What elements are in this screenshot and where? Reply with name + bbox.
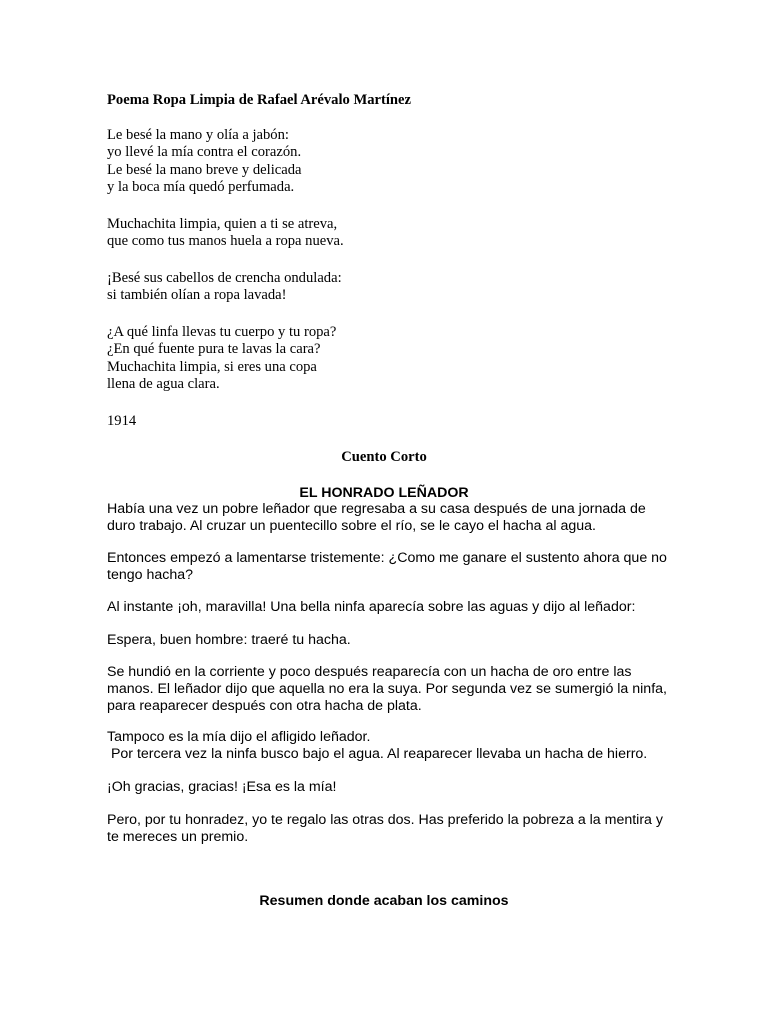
paragraph-line: Pero, por tu honradez, yo te regalo las otras dos. Has preferido la pobreza a la mentira y [107, 812, 663, 828]
paragraph-line: Por tercera vez la ninfa busco bajo el agua. Al reaparecer llevaba un hacha de hierro. [107, 746, 648, 763]
story-paragraph-4 [107, 632, 667, 649]
paragraph-line: Entonces empezó a lamentarse tristemente: ¿Como me ganare el sustento ahora que no [107, 550, 667, 566]
paragraph-line: Había una vez un pobre leñador que regresaba a su casa después de una jornada de [107, 501, 646, 517]
poem-line: ¡Besé sus cabellos de crencha ondulada: [107, 270, 342, 286]
next-section-heading: Resumen donde acaban los caminos [259, 893, 509, 909]
story-paragraph-2 [107, 550, 667, 584]
poem-stanza-3 [107, 270, 342, 305]
poem-line: Muchachita limpia, si eres una copa [107, 358, 317, 375]
section-heading: Cuento Corto [341, 449, 427, 465]
paragraph-line: tengo hacha? [107, 567, 193, 584]
poem-line: ¿A qué linfa llevas tu cuerpo y tu ropa? [107, 324, 337, 340]
paragraph-line: Al instante ¡oh, maravilla! Una bella ninfa aparecía sobre las aguas y dijo al leñador: [107, 599, 636, 615]
poem-line: yo llevé la mía contra el corazón. [107, 144, 302, 161]
paragraph-line: Tampoco es la mía dijo el afligido leñador. [107, 729, 371, 745]
paragraph-line: Se hundió en la corriente y poco después reaparecía con un hacha de oro entre las [107, 664, 632, 680]
poem-line: Le besé la mano breve y delicada [107, 161, 302, 178]
poem-line: y la boca mía quedó perfumada. [107, 179, 295, 196]
story-paragraph-6 [107, 729, 667, 763]
poem-line: Le besé la mano y olía a jabón: [107, 127, 289, 143]
story-paragraph-3 [107, 599, 667, 616]
poem-stanza-1 [107, 127, 302, 197]
story-paragraph-7 [107, 779, 667, 796]
paragraph-line: para reaparecer después con otra hacha de plata. [107, 698, 422, 715]
poem-line: que como tus manos huela a ropa nueva. [107, 233, 344, 250]
poem-title: Poema Ropa Limpia de Rafael Arévalo Martínez [107, 92, 411, 108]
story-paragraph-5 [107, 664, 667, 716]
poem-line: si también olían a ropa lavada! [107, 287, 287, 304]
story-paragraph-8 [107, 812, 667, 846]
story-paragraph-1 [107, 501, 667, 535]
paragraph-line: duro trabajo. Al cruzar un puentecillo sobre el río, se le cayo el hacha al agua. [107, 518, 596, 535]
paragraph-line: manos. El leñador dijo que aquella no era la suya. Por segunda vez se sumergió la ninfa, [107, 681, 667, 698]
poem-line: ¿En qué fuente pura te lavas la cara? [107, 341, 321, 358]
poem-stanza-4 [107, 324, 336, 394]
paragraph-line: Espera, buen hombre: traeré tu hacha. [107, 632, 351, 648]
poem-year: 1914 [107, 413, 137, 429]
paragraph-line: ¡Oh gracias, gracias! ¡Esa es la mía! [107, 779, 337, 795]
poem-line: llena de agua clara. [107, 376, 220, 393]
story-title: EL HONRADO LEÑADOR [299, 485, 469, 501]
paragraph-line: te mereces un premio. [107, 829, 249, 846]
poem-stanza-2 [107, 216, 344, 251]
poem-line: Muchachita limpia, quien a ti se atreva, [107, 216, 338, 232]
